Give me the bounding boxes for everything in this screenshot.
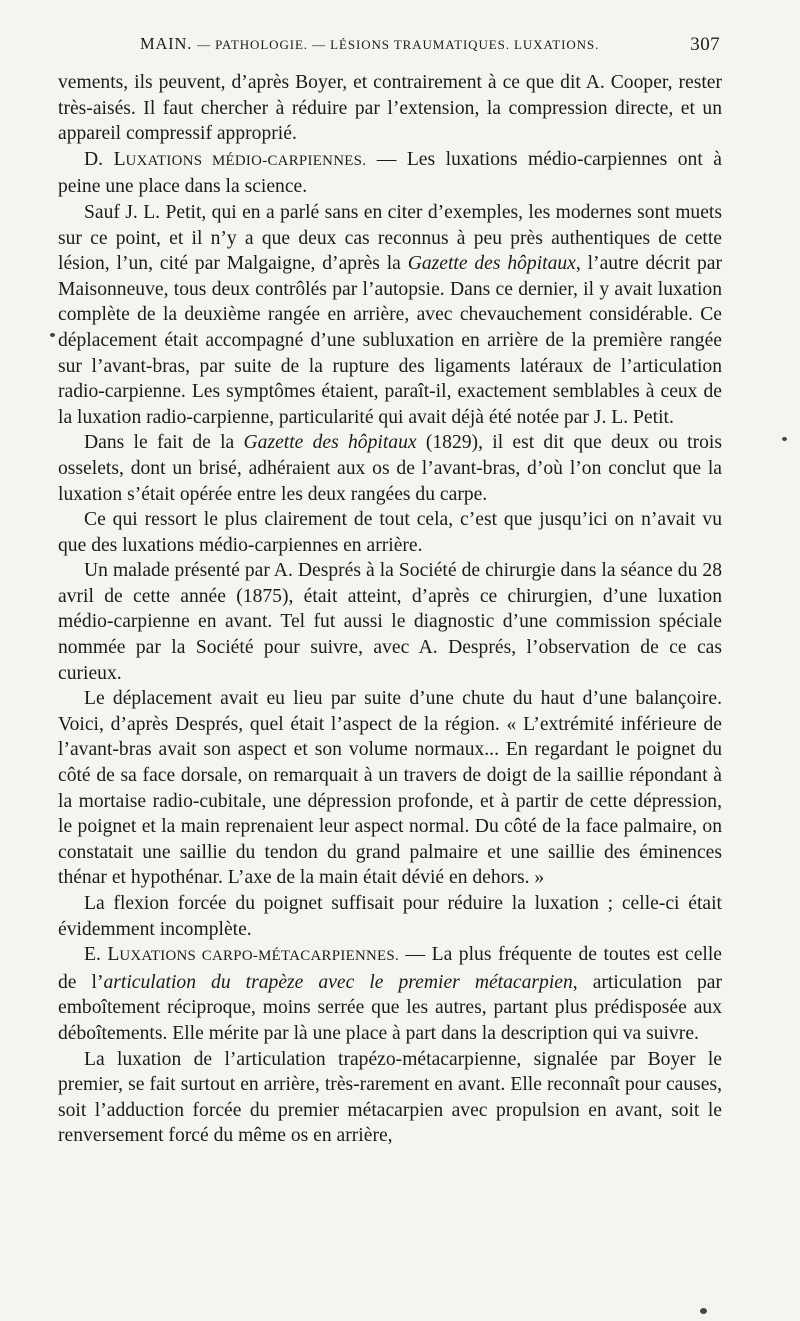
section-letter: E. bbox=[84, 944, 101, 966]
paragraph: Le déplacement avait eu lieu par suite d’une chute du haut d’une balançoire. Voici, d’après Després, quel était l’aspect de la région. « L’extrémité inférieure de l’avant-bras avait son aspect et son volume normaux... En regardant le poignet du côté de sa face dorsale, on remarquait à un travers de doigt de la saillie répondant à la mortaise radio-cubitale, une dépression profonde, et à partir de cette dépression, le poignet et la main reprenaient leur aspect normal. Du côté de la face palmaire, on constatait une saillie du tendon du grand palmaire et une saillie des éminences thénar et hypothénar. L’axe de la main était dévié en dehors. » bbox=[58, 688, 722, 889]
paragraph: La flexion forcée du poignet suffisait pour réduire la luxation ; celle-ci était évidemment incomplète. bbox=[58, 893, 722, 940]
running-title bbox=[140, 34, 599, 54]
text-run: , l’autre décrit par Maisonneuve, tous deux contrôlés par l’autopsie. Dans ce dernier, il y avait luxation complète de la deuxième rangée en arrière, avec chevauchement considérable. Ce déplacement était accompagné d’une subluxation en arrière de la première rangée sur l’avant-bras, par suite de la rupture des ligaments latéraux de l’articulation radio-carpienne. Les symptômes étaient, paraît-il, exactement semblables à ceux de la luxation radio-carpienne, particularité qui avait déjà été notée par J. L. Petit. bbox=[58, 253, 722, 428]
running-title-rest: — PATHOLOGIE. — LÉSIONS TRAUMATIQUES. LUXATIONS. bbox=[197, 37, 600, 52]
text-run: , articulation par emboîtement réciproque, moins serrée que les autres, partant plus prédisposée aux déboîtements. Elle mérite par là une place à part dans la description qui va suivre. bbox=[58, 971, 722, 1044]
section-heading: UXATIONS MÉDIO-CARPIENNES. bbox=[125, 152, 367, 169]
section-heading-initial: L bbox=[113, 148, 126, 170]
paragraph-medio-carpal-heading bbox=[58, 147, 722, 200]
text-run: Sauf J. L. Petit, qui en a parlé sans en citer d’exemples, les modernes sont muets sur ce point, et il n’y a que deux cas reconnus à peu près authentiques de cette lésion, l’un, cité par Malgaigne, d’après la bbox=[58, 201, 722, 275]
page-number: 307 bbox=[690, 34, 720, 55]
section-heading: UXATIONS CARPO-MÉTACARPIENNES. bbox=[119, 948, 400, 965]
paragraph: Ce qui ressort le plus clairement de tout cela, c’est que jusqu’ici on n’avait vu que des luxations médio-carpiennes en arrière. bbox=[58, 509, 722, 556]
section-heading-initial: L bbox=[107, 944, 120, 966]
paragraph bbox=[58, 430, 722, 507]
text-run: — La plus fréquente de toutes est celle de l’ bbox=[58, 944, 723, 993]
print-speck bbox=[700, 1308, 707, 1314]
text-run: Dans le fait de la bbox=[84, 432, 244, 454]
paragraph-carpo-metacarpal-heading bbox=[58, 942, 722, 1046]
section-text: — Les luxations médio-carpiennes ont à peine une place dans la science. bbox=[58, 148, 722, 198]
print-speck bbox=[782, 437, 787, 441]
running-title-main: MAIN. bbox=[140, 34, 193, 53]
book-page bbox=[58, 30, 722, 1149]
paragraph: La luxation de l’articulation trapézo-métacarpienne, signalée par Boyer le premier, se fait surtout en arrière, très-rarement en avant. Elle reconnaît pour causes, soit l’adduction forcée du premier métacarpien avec propulsion en avant, soit le renversement forcé du même os en arrière, bbox=[58, 1048, 722, 1147]
italic-citation: Gazette des hôpitaux bbox=[407, 253, 576, 275]
italic-term: articulation du trapèze avec le premier métacarpien bbox=[103, 971, 573, 993]
text-run: (1829), il est dit que deux ou trois osselets, dont un brisé, adhéraient aux os de l’avant-bras, d’où l’on conclut que la luxation s’était opérée entre les deux rangées du carpe. bbox=[58, 432, 722, 505]
italic-citation: Gazette des hôpitaux bbox=[243, 432, 417, 454]
running-head bbox=[58, 30, 722, 56]
paragraph bbox=[58, 200, 722, 430]
section-letter: D. bbox=[84, 148, 104, 170]
print-speck bbox=[50, 333, 55, 337]
paragraph: Un malade présenté par A. Després à la Société de chirurgie dans la séance du 28 avril de cette année (1875), était atteint, d’après ce chirurgien, d’une luxation médio-carpienne en avant. Tel fut aussi le diagnostic d’une commission spéciale nommée par la Société pour suivre, avec A. Després, l’observation de ce cas curieux. bbox=[58, 560, 722, 684]
paragraph: vements, ils peuvent, d’après Boyer, et contrairement à ce que dit A. Cooper, rester très-aisés. Il faut chercher à réduire par l’extension, la compression directe, et un appareil compressif approprié. bbox=[58, 72, 722, 145]
body-text bbox=[58, 70, 722, 1149]
